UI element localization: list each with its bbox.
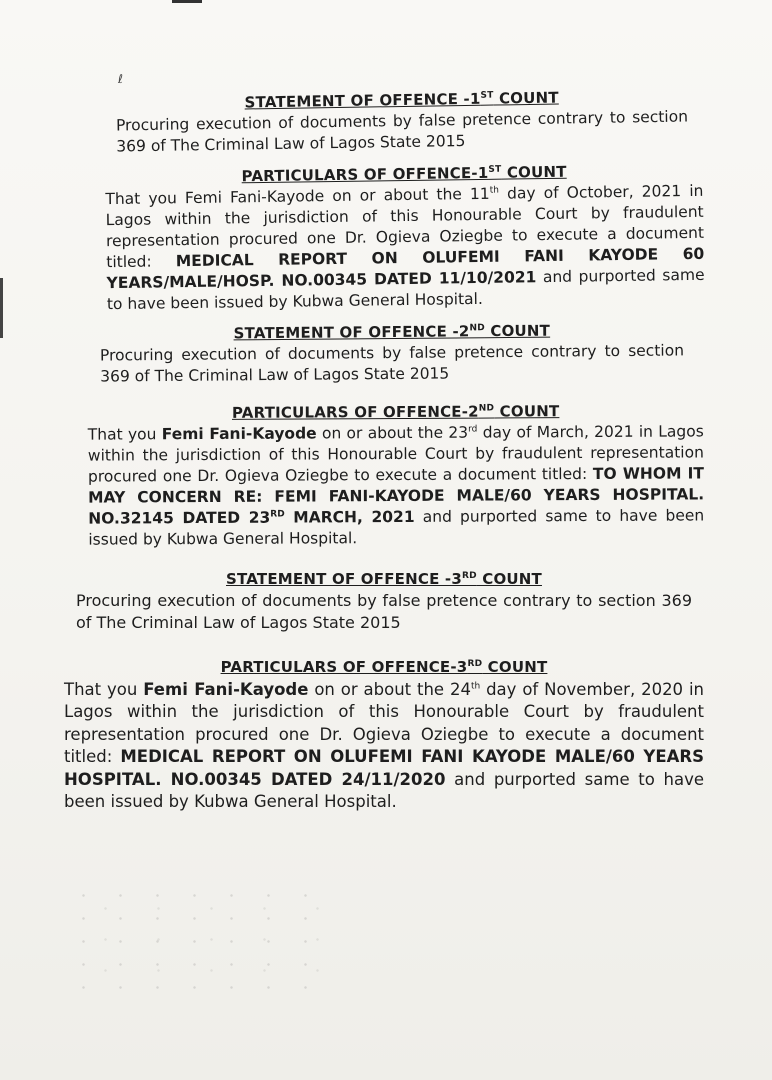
statement-of-offence-3: [76, 568, 692, 634]
particulars-text-2: That you Femi Fani-Kayode on or about the 23rd day of March, 2021 in Lagos within the jurisdiction of this Honourable Court by fraudulent representation procured one Dr. Ogieva Oziegbe to execute a document titled: TO WHOM IT MAY CONCERN RE: FEMI FANI-KAYODE MALE/60 YEARS HOSPITAL. NO.32145 DATED 23RD MARCH, 2021 and purported same to have been issued by Kubwa General Hospital.: [87, 422, 705, 549]
particulars-of-offence-1: [105, 160, 705, 315]
stray-ink-mark: ℓ: [118, 72, 123, 86]
statement-heading-3: STATEMENT OF OFFENCE -3RD COUNT: [226, 570, 542, 588]
particulars-of-offence-2: [88, 400, 705, 550]
scan-specks: [60, 880, 320, 1000]
particulars-text-1: That you Femi Fani-Kayode on or about the 11th day of October, 2021 in Lagos within the jurisdiction of this Honourable Court by fraudulent representation procured one Dr. Ogieva Oziegbe to execute a document titled: MEDICAL REPORT ON OLUFEMI FANI KAYODE 60 YEARS/MALE/HOSP. NO.00345 DATED 11/10/2021 and purported same to have been issued by Kubwa General Hospital.: [105, 181, 705, 314]
statement-heading-1: STATEMENT OF OFFENCE -1ST COUNT: [244, 88, 559, 112]
particulars-heading-2: PARTICULARS OF OFFENCE-2ND COUNT: [231, 402, 560, 422]
scan-edge-mark: [0, 278, 3, 338]
particulars-heading-1: PARTICULARS OF OFFENCE-1ST COUNT: [241, 162, 567, 186]
particulars-text-3: That you Femi Fani-Kayode on or about the 24th day of November, 2020 in Lagos within the jurisdiction of this Honourable Court by fraudulent representation procured one Dr. Ogieva Oziegbe to execute a document titled: MEDICAL REPORT ON OLUFEMI FANI KAYODE MALE/60 YEARS HOSPITAL. NO.00345 DATED 24/11/2020 and purported same to have been issued by Kubwa General Hospital.: [64, 679, 704, 811]
scan-edge-mark: [172, 0, 202, 3]
particulars-of-offence-3: [64, 656, 704, 814]
statement-text-3: Procuring execution of documents by false pretence contrary to section 369 of The Criminal Law of Lagos State 2015: [76, 591, 692, 632]
statement-heading-2: STATEMENT OF OFFENCE -2ND COUNT: [233, 321, 551, 343]
statement-text-1: Procuring execution of documents by false pretence contrary to section 369 of The Criminal Law of Lagos State 2015: [115, 107, 689, 156]
statement-text-2: Procuring execution of documents by false pretence contrary to section 369 of The Criminal Law of Lagos State 2015: [99, 341, 685, 386]
statement-of-offence-1: [116, 86, 689, 158]
particulars-heading-3: PARTICULARS OF OFFENCE-3RD COUNT: [220, 658, 548, 676]
statement-of-offence-2: [100, 319, 685, 387]
